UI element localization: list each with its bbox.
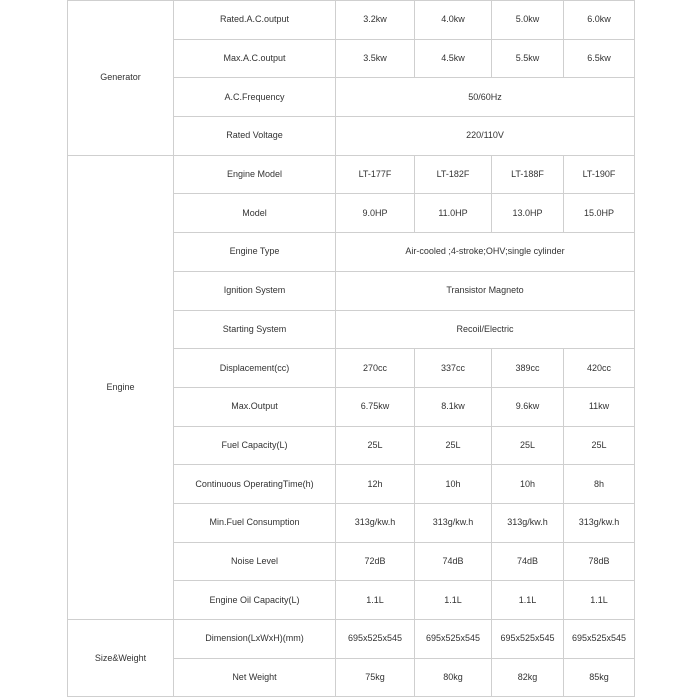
group-label-size-weight: Size&Weight	[68, 620, 174, 697]
value-cell: 3.2kw	[336, 1, 415, 40]
row-label: Min.Fuel Consumption	[174, 503, 336, 542]
value-cell: 1.1L	[415, 581, 492, 620]
value-cell: 11kw	[564, 387, 635, 426]
row-label: Displacement(cc)	[174, 349, 336, 388]
row-label: Ignition System	[174, 271, 336, 310]
row-label: Engine Oil Capacity(L)	[174, 581, 336, 620]
value-cell: 10h	[415, 465, 492, 504]
value-cell: 1.1L	[492, 581, 564, 620]
spec-row	[68, 155, 635, 194]
row-label: Engine Model	[174, 155, 336, 194]
row-label: Max.Output	[174, 387, 336, 426]
value-cell: 10h	[492, 465, 564, 504]
row-label: Max.A.C.output	[174, 39, 336, 78]
row-label: A.C.Frequency	[174, 78, 336, 117]
value-cell: 12h	[336, 465, 415, 504]
value-cell: 72dB	[336, 542, 415, 581]
row-label: Net Weight	[174, 658, 336, 697]
value-cell: 5.5kw	[492, 39, 564, 78]
value-cell: 9.6kw	[492, 387, 564, 426]
value-cell: 75kg	[336, 658, 415, 697]
value-cell: 420cc	[564, 349, 635, 388]
merged-value-cell: Transistor Magneto	[336, 271, 635, 310]
row-label: Model	[174, 194, 336, 233]
value-cell: 337cc	[415, 349, 492, 388]
value-cell: 11.0HP	[415, 194, 492, 233]
row-label: Continuous OperatingTime(h)	[174, 465, 336, 504]
value-cell: 74dB	[492, 542, 564, 581]
value-cell: LT-177F	[336, 155, 415, 194]
value-cell: 6.0kw	[564, 1, 635, 40]
value-cell: 313g/kw.h	[492, 503, 564, 542]
group-label-engine: Engine	[68, 155, 174, 619]
spec-table	[67, 0, 635, 697]
value-cell: 85kg	[564, 658, 635, 697]
merged-value-cell: Recoil/Electric	[336, 310, 635, 349]
value-cell: 78dB	[564, 542, 635, 581]
value-cell: 13.0HP	[492, 194, 564, 233]
value-cell: 6.5kw	[564, 39, 635, 78]
value-cell: 4.0kw	[415, 1, 492, 40]
value-cell: 8h	[564, 465, 635, 504]
value-cell: 5.0kw	[492, 1, 564, 40]
row-label: Starting System	[174, 310, 336, 349]
value-cell: 389cc	[492, 349, 564, 388]
value-cell: 25L	[564, 426, 635, 465]
value-cell: LT-188F	[492, 155, 564, 194]
value-cell: 695x525x545	[492, 620, 564, 659]
row-label: Dimension(LxWxH)(mm)	[174, 620, 336, 659]
value-cell: 80kg	[415, 658, 492, 697]
value-cell: 15.0HP	[564, 194, 635, 233]
value-cell: LT-182F	[415, 155, 492, 194]
spec-row	[68, 620, 635, 659]
merged-value-cell: 50/60Hz	[336, 78, 635, 117]
group-label-generator: Generator	[68, 1, 174, 156]
value-cell: 4.5kw	[415, 39, 492, 78]
value-cell: 74dB	[415, 542, 492, 581]
value-cell: 6.75kw	[336, 387, 415, 426]
value-cell: 25L	[336, 426, 415, 465]
merged-value-cell: 220/110V	[336, 117, 635, 156]
value-cell: 270cc	[336, 349, 415, 388]
value-cell: 25L	[492, 426, 564, 465]
value-cell: 695x525x545	[415, 620, 492, 659]
value-cell: 1.1L	[336, 581, 415, 620]
value-cell: LT-190F	[564, 155, 635, 194]
row-label: Rated Voltage	[174, 117, 336, 156]
row-label: Engine Type	[174, 233, 336, 272]
value-cell: 695x525x545	[336, 620, 415, 659]
value-cell: 313g/kw.h	[336, 503, 415, 542]
value-cell: 313g/kw.h	[564, 503, 635, 542]
value-cell: 9.0HP	[336, 194, 415, 233]
value-cell: 1.1L	[564, 581, 635, 620]
row-label: Noise Level	[174, 542, 336, 581]
value-cell: 25L	[415, 426, 492, 465]
value-cell: 313g/kw.h	[415, 503, 492, 542]
row-label: Rated.A.C.output	[174, 1, 336, 40]
value-cell: 8.1kw	[415, 387, 492, 426]
merged-value-cell: Air-cooled ;4-stroke;OHV;single cylinder	[336, 233, 635, 272]
spec-row	[68, 1, 635, 40]
value-cell: 695x525x545	[564, 620, 635, 659]
value-cell: 3.5kw	[336, 39, 415, 78]
row-label: Fuel Capacity(L)	[174, 426, 336, 465]
value-cell: 82kg	[492, 658, 564, 697]
